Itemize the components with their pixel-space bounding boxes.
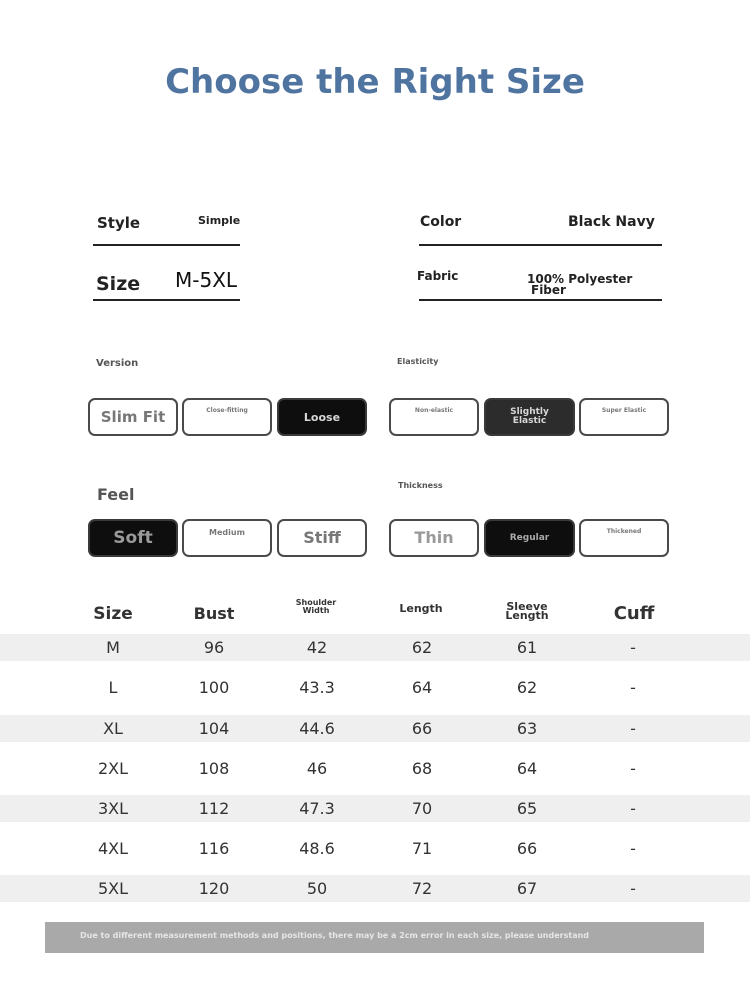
fabric-value-line2: Fiber xyxy=(531,283,566,297)
cell-sleeve: 61 xyxy=(516,638,538,657)
cell-bust: 108 xyxy=(198,759,230,778)
header-shoulder-width: Shoulder Width xyxy=(295,598,337,615)
cell-shoulder: 48.6 xyxy=(299,839,335,858)
cell-size: L xyxy=(108,678,118,697)
size-value: M-5XL xyxy=(175,268,238,292)
page-title: Choose the Right Size xyxy=(165,62,585,102)
cell-size: 5XL xyxy=(97,879,129,898)
table-row xyxy=(0,715,750,742)
table-row xyxy=(0,674,750,701)
version-option-close-fitting[interactable]: Close-fitting xyxy=(182,398,272,436)
table-row xyxy=(0,875,750,902)
table-row xyxy=(0,634,750,661)
header-length: Length xyxy=(399,602,443,615)
header-sleeve-length: Sleeve Length xyxy=(505,600,549,623)
style-label: Style xyxy=(97,214,141,232)
version-option-slim-fit[interactable]: Slim Fit xyxy=(88,398,178,436)
color-underline xyxy=(419,244,662,246)
cell-bust: 100 xyxy=(198,678,230,697)
fabric-label: Fabric xyxy=(417,269,459,283)
cell-sleeve: 65 xyxy=(516,799,538,818)
cell-cuff: - xyxy=(630,678,636,697)
cell-cuff: - xyxy=(630,799,636,818)
elasticity-option-slightly-elastic[interactable]: Slightly Elastic xyxy=(484,398,575,436)
cell-size: 2XL xyxy=(97,759,129,778)
color-value: Black Navy xyxy=(568,214,655,230)
cell-shoulder: 46 xyxy=(306,759,328,778)
elasticity-option-non-elastic[interactable]: Non-elastic xyxy=(389,398,479,436)
cell-cuff: - xyxy=(630,759,636,778)
elasticity-option-super-elastic[interactable]: Super Elastic xyxy=(579,398,669,436)
measurement-note: Due to different measurement methods and positions, there may be a 2cm error in each size, please understand xyxy=(80,931,590,940)
table-row xyxy=(0,755,750,782)
header-bust: Bust xyxy=(193,604,235,623)
style-underline xyxy=(93,244,240,246)
header-cuff: Cuff xyxy=(613,603,655,624)
color-label: Color xyxy=(420,214,462,230)
cell-bust: 96 xyxy=(203,638,225,657)
cell-shoulder: 50 xyxy=(306,879,328,898)
thickness-option-regular[interactable]: Regular xyxy=(484,519,575,557)
cell-shoulder: 44.6 xyxy=(299,719,335,738)
cell-length: 68 xyxy=(411,759,433,778)
cell-bust: 116 xyxy=(198,839,230,858)
cell-size: 4XL xyxy=(97,839,129,858)
cell-cuff: - xyxy=(630,879,636,898)
cell-sleeve: 63 xyxy=(516,719,538,738)
size-underline xyxy=(93,299,240,301)
thickness-option-thickened[interactable]: Thickened xyxy=(579,519,669,557)
size-label: Size xyxy=(96,273,141,295)
cell-shoulder: 43.3 xyxy=(299,678,335,697)
cell-size: XL xyxy=(103,719,123,738)
fabric-value: 100% Polyester xyxy=(527,272,633,286)
cell-cuff: - xyxy=(630,839,636,858)
fabric-underline xyxy=(419,299,662,301)
cell-cuff: - xyxy=(630,719,636,738)
cell-length: 64 xyxy=(411,678,433,697)
cell-sleeve: 67 xyxy=(516,879,538,898)
cell-bust: 104 xyxy=(198,719,230,738)
thickness-option-thin[interactable]: Thin xyxy=(389,519,479,557)
cell-length: 62 xyxy=(411,638,433,657)
feel-option-medium[interactable]: Medium xyxy=(182,519,272,557)
thickness-label: Thickness xyxy=(398,481,443,490)
cell-cuff: - xyxy=(630,638,636,657)
cell-sleeve: 62 xyxy=(516,678,538,697)
table-row xyxy=(0,835,750,862)
cell-shoulder: 47.3 xyxy=(299,799,335,818)
cell-sleeve: 66 xyxy=(516,839,538,858)
cell-size: M xyxy=(106,638,120,657)
version-option-loose[interactable]: Loose xyxy=(277,398,367,436)
feel-label: Feel xyxy=(97,485,135,504)
cell-bust: 112 xyxy=(198,799,230,818)
elasticity-label: Elasticity xyxy=(397,357,439,366)
cell-shoulder: 42 xyxy=(306,638,328,657)
cell-length: 70 xyxy=(411,799,433,818)
cell-length: 71 xyxy=(411,839,433,858)
feel-option-soft[interactable]: Soft xyxy=(88,519,178,557)
cell-size: 3XL xyxy=(97,799,129,818)
table-row xyxy=(0,795,750,822)
style-value: Simple xyxy=(198,214,241,227)
cell-sleeve: 64 xyxy=(516,759,538,778)
cell-length: 66 xyxy=(411,719,433,738)
header-size: Size xyxy=(93,604,133,624)
cell-length: 72 xyxy=(411,879,433,898)
cell-bust: 120 xyxy=(198,879,230,898)
version-label: Version xyxy=(96,358,139,369)
feel-option-stiff[interactable]: Stiff xyxy=(277,519,367,557)
